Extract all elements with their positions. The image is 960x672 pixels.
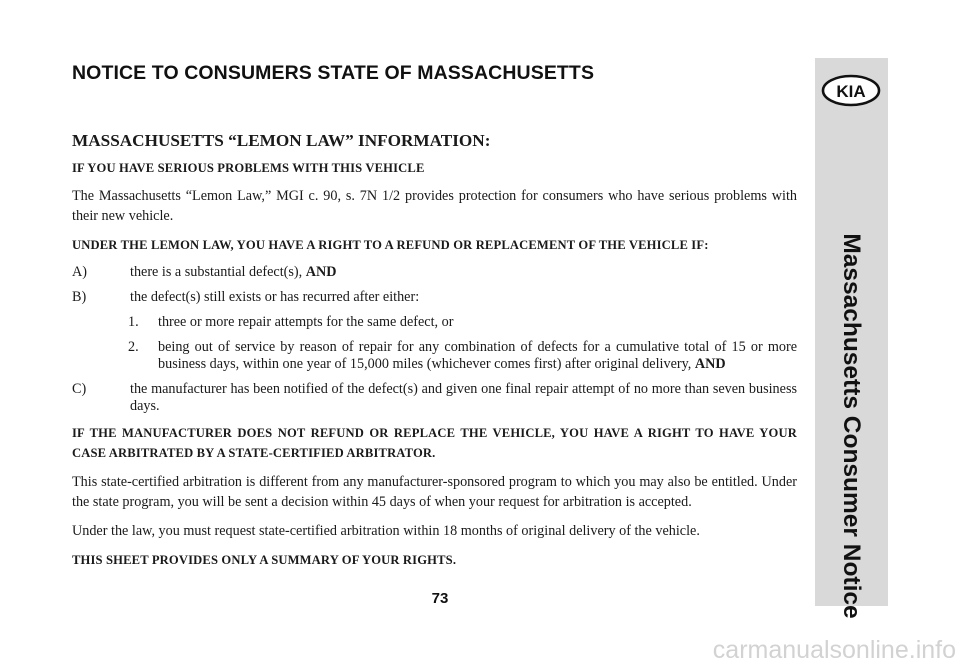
logo-lettering: KIA [836, 82, 866, 101]
deadline-paragraph: Under the law, you must request state-certified arbitration within 18 months of original delivery of the vehicle. [72, 523, 700, 539]
subheading: IF YOU HAVE SERIOUS PROBLEMS WITH THIS VEHICLE [72, 161, 425, 175]
condition-c [72, 381, 797, 415]
condition-marker: B) [72, 289, 87, 305]
page-title: NOTICE TO CONSUMERS STATE OF MASSACHUSETTS [72, 62, 595, 84]
condition-text: the manufacturer has been notified of the defect(s) and given one final repair attempt of no more than seven business days. [130, 381, 797, 414]
sub-condition-2 [72, 339, 797, 373]
sub-condition-1 [72, 314, 797, 331]
sidebar-title: Massachusetts Consumer Notice [838, 233, 865, 619]
condition-emphasis: AND [305, 264, 337, 280]
condition-marker: A) [72, 264, 87, 280]
condition-text: there is a substantial defect(s), [130, 264, 303, 280]
intro-paragraph: The Massachusetts “Lemon Law,” MGI c. 90, s. 7N 1/2 provides protection for consumers who have serious problems with their new vehicle. [72, 188, 797, 224]
sub-condition-marker: 1. [128, 314, 139, 330]
notice-body [72, 130, 797, 579]
sub-condition-marker: 2. [128, 339, 139, 355]
rights-heading: UNDER THE LEMON LAW, YOU HAVE A RIGHT TO A REFUND OR REPLACEMENT OF THE VEHICLE IF: [72, 238, 709, 252]
sub-condition-emphasis: AND [694, 356, 726, 372]
sidebar [815, 58, 888, 619]
summary-notice: THIS SHEET PROVIDES ONLY A SUMMARY OF YOUR RIGHTS. [72, 553, 457, 567]
condition-a [72, 264, 797, 281]
arbitration-heading: IF THE MANUFACTURER DOES NOT REFUND OR REPLACE THE VEHICLE, YOU HAVE A RIGHT TO HAVE YOUR CASE ARBITRATED BY A STATE-CERTIFIED ARBITRATOR. [72, 426, 797, 460]
sub-condition-text: three or more repair attempts for the same defect, or [158, 314, 454, 330]
condition-b [72, 289, 797, 306]
sub-condition-text: being out of service by reason of repair for any combination of defects for a cumulative total of 15 or more business days, within one year of 15,000 miles (whichever comes first) after original delivery, [158, 339, 797, 372]
watermark: carmanualsonline.info [712, 636, 956, 664]
kia-logo-icon [821, 74, 881, 107]
page-number: 73 [431, 590, 449, 607]
condition-text: the defect(s) still exists or has recurred after either: [130, 289, 420, 305]
condition-marker: C) [72, 381, 87, 397]
section-heading: MASSACHUSETTS “LEMON LAW” INFORMATION: [72, 131, 491, 150]
arbitration-paragraph: This state-certified arbitration is different from any manufacturer-sponsored program to which you may also be entitled. Under the state program, you will be sent a decision within 45 days of when your request for arbitration is accepted. [72, 474, 797, 510]
